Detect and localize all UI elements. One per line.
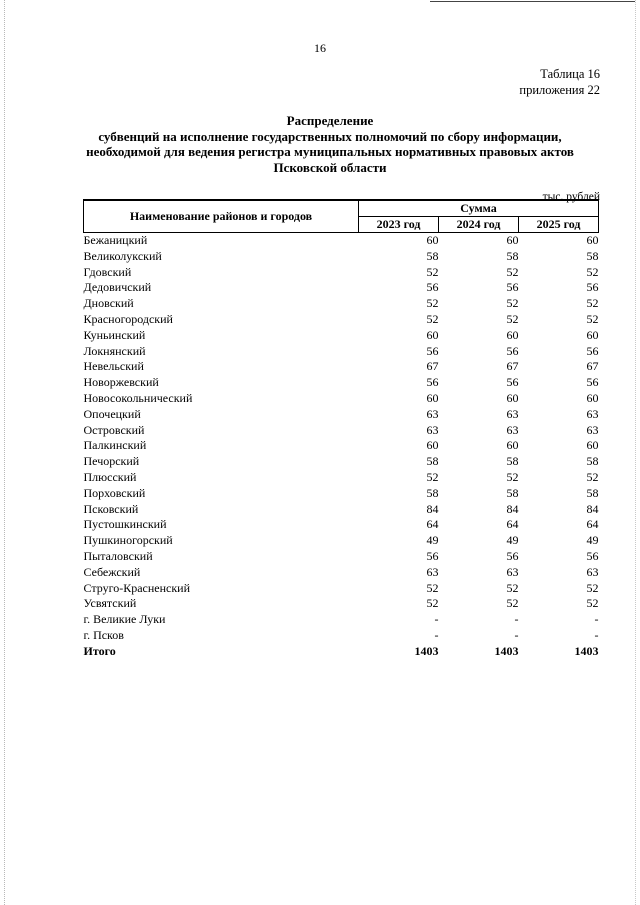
table-row bbox=[84, 596, 599, 612]
district-name: Локнянский bbox=[83, 343, 146, 358]
value-2025: 63 bbox=[586, 406, 599, 421]
district-name: г. Псков bbox=[83, 627, 124, 642]
table-row bbox=[84, 423, 599, 439]
header-year-2023: 2023 год bbox=[359, 217, 439, 233]
value-2023: 58 bbox=[426, 248, 439, 263]
value-2025: 67 bbox=[586, 359, 599, 374]
value-2023: 64 bbox=[426, 517, 439, 532]
value-2023: 52 bbox=[426, 296, 439, 311]
value-2025: 64 bbox=[586, 517, 599, 532]
value-2025: 56 bbox=[586, 375, 599, 390]
header-sum-column: Сумма bbox=[359, 200, 599, 217]
district-name: Великолукский bbox=[83, 248, 162, 263]
value-2025: 58 bbox=[586, 454, 599, 469]
value-2024: 49 bbox=[506, 533, 519, 548]
value-2025: 52 bbox=[586, 596, 599, 611]
table-row bbox=[84, 612, 599, 628]
table-row bbox=[84, 407, 599, 423]
value-2023: 52 bbox=[426, 311, 439, 326]
district-name: Печорский bbox=[83, 454, 140, 469]
value-2025: 52 bbox=[586, 296, 599, 311]
value-2024: 52 bbox=[506, 469, 519, 484]
value-2024: 63 bbox=[506, 564, 519, 579]
value-2025: 60 bbox=[586, 233, 599, 247]
units-label: тыс. рублей bbox=[542, 191, 600, 203]
table-row bbox=[84, 249, 599, 265]
value-2024: 63 bbox=[506, 406, 519, 421]
district-name: Порховский bbox=[83, 485, 146, 500]
district-name: Новосокольнический bbox=[83, 390, 193, 405]
table-row bbox=[84, 391, 599, 407]
title-line-4: Псковской области bbox=[273, 159, 387, 175]
value-2024: 56 bbox=[506, 343, 519, 358]
table-reference bbox=[519, 66, 600, 98]
table-row bbox=[84, 533, 599, 549]
value-2023: - bbox=[434, 627, 439, 642]
table-row bbox=[84, 344, 599, 360]
table-reference-line-2: приложения 22 bbox=[519, 83, 600, 97]
value-2023: 84 bbox=[426, 501, 439, 516]
value-2025: 56 bbox=[586, 343, 599, 358]
value-2023: 52 bbox=[426, 469, 439, 484]
table-row bbox=[84, 628, 599, 644]
value-2024: 67 bbox=[506, 359, 519, 374]
table-row bbox=[84, 375, 599, 391]
value-2025: 60 bbox=[586, 390, 599, 405]
table-row bbox=[84, 233, 599, 249]
district-name: Дедовичский bbox=[83, 280, 152, 295]
value-2025: 52 bbox=[586, 311, 599, 326]
value-2024: 84 bbox=[506, 501, 519, 516]
table-row bbox=[84, 454, 599, 470]
value-2025: 63 bbox=[586, 564, 599, 579]
value-2024: 60 bbox=[506, 233, 519, 247]
table-row bbox=[84, 502, 599, 518]
total-row bbox=[84, 644, 599, 660]
table-row bbox=[84, 312, 599, 328]
value-2023: 67 bbox=[426, 359, 439, 374]
value-2024: 60 bbox=[506, 390, 519, 405]
value-2024: 56 bbox=[506, 280, 519, 295]
table-row bbox=[84, 265, 599, 281]
title-line-3: необходимой для ведения регистра муниципальных нормативных правовых актов bbox=[86, 144, 574, 159]
table-row bbox=[84, 581, 599, 597]
value-2023: 58 bbox=[426, 454, 439, 469]
value-2025: 84 bbox=[586, 501, 599, 516]
scan-edge-top bbox=[430, 1, 635, 2]
district-name: Опочецкий bbox=[83, 406, 141, 421]
district-name: г. Великие Луки bbox=[83, 612, 166, 627]
value-2025: 58 bbox=[586, 485, 599, 500]
table-row bbox=[84, 296, 599, 312]
value-2023: 58 bbox=[426, 485, 439, 500]
value-2025: 52 bbox=[586, 264, 599, 279]
value-2023: 56 bbox=[426, 280, 439, 295]
value-2025: 56 bbox=[586, 280, 599, 295]
value-2025: 52 bbox=[586, 469, 599, 484]
header-year-2025: 2025 год bbox=[519, 217, 599, 233]
value-2024: 60 bbox=[506, 438, 519, 453]
district-name: Невельский bbox=[83, 359, 144, 374]
scan-edge-left bbox=[4, 0, 6, 905]
value-2023: 63 bbox=[426, 422, 439, 437]
value-2024: 52 bbox=[506, 596, 519, 611]
value-2023: 60 bbox=[426, 390, 439, 405]
district-name: Новоржевский bbox=[83, 375, 159, 390]
value-2023: 52 bbox=[426, 596, 439, 611]
value-2025: 60 bbox=[586, 327, 599, 342]
table-body bbox=[84, 233, 599, 660]
value-2024: 52 bbox=[506, 296, 519, 311]
value-2024: 52 bbox=[506, 311, 519, 326]
table-row bbox=[84, 517, 599, 533]
value-2024: 56 bbox=[506, 375, 519, 390]
table-row bbox=[84, 280, 599, 296]
table-row bbox=[84, 359, 599, 375]
district-name: Бежаницкий bbox=[83, 233, 148, 247]
header-year-2024: 2024 год bbox=[439, 217, 519, 233]
value-2024: 60 bbox=[506, 327, 519, 342]
title-line-2: субвенций на исполнение государственных полномочий по сбору информации, bbox=[98, 128, 562, 144]
district-name: Дновский bbox=[83, 296, 134, 311]
value-2025: 52 bbox=[586, 580, 599, 595]
value-2024: 58 bbox=[506, 248, 519, 263]
total-label: Итого bbox=[83, 643, 116, 658]
value-2025: 63 bbox=[586, 422, 599, 437]
document-title bbox=[60, 113, 600, 175]
table-reference-line-1: Таблица 16 bbox=[540, 67, 600, 81]
district-name: Красногородский bbox=[83, 311, 173, 326]
table-row bbox=[84, 565, 599, 581]
total-value-2023: 1403 bbox=[414, 643, 439, 658]
value-2024: - bbox=[514, 627, 519, 642]
value-2024: 63 bbox=[506, 422, 519, 437]
value-2023: 52 bbox=[426, 264, 439, 279]
value-2023: 56 bbox=[426, 375, 439, 390]
district-name: Палкинский bbox=[83, 438, 147, 453]
scan-edge-right bbox=[635, 0, 637, 905]
total-value-2025: 1403 bbox=[574, 643, 599, 658]
value-2023: 52 bbox=[426, 580, 439, 595]
value-2025: 60 bbox=[586, 438, 599, 453]
value-2023: 60 bbox=[426, 327, 439, 342]
district-name: Псковский bbox=[83, 501, 139, 516]
table-row bbox=[84, 549, 599, 565]
title-line-1: Распределение bbox=[286, 113, 374, 128]
value-2025: 49 bbox=[586, 533, 599, 548]
value-2023: 60 bbox=[426, 438, 439, 453]
table-row bbox=[84, 470, 599, 486]
table-row bbox=[84, 486, 599, 502]
value-2025: 58 bbox=[586, 248, 599, 263]
value-2024: 58 bbox=[506, 485, 519, 500]
value-2024: 56 bbox=[506, 548, 519, 563]
page-number: 16 bbox=[314, 41, 326, 55]
district-name: Гдовский bbox=[83, 264, 132, 279]
value-2023: 56 bbox=[426, 343, 439, 358]
district-name: Островский bbox=[83, 422, 145, 437]
value-2025: - bbox=[594, 612, 599, 627]
district-name: Струго-Красненский bbox=[83, 580, 191, 595]
district-name: Себежский bbox=[83, 564, 141, 579]
district-name: Пыталовский bbox=[83, 548, 153, 563]
district-name: Усвятский bbox=[83, 596, 137, 611]
value-2024: - bbox=[514, 612, 519, 627]
district-name: Куньинский bbox=[83, 327, 146, 342]
header-name-column: Наименование районов и городов bbox=[84, 200, 359, 233]
subsidy-table bbox=[83, 199, 599, 660]
value-2023: 63 bbox=[426, 406, 439, 421]
district-name: Плюсский bbox=[83, 469, 137, 484]
district-name: Пушкиногорский bbox=[83, 533, 173, 548]
value-2024: 64 bbox=[506, 517, 519, 532]
value-2023: - bbox=[434, 612, 439, 627]
table-row bbox=[84, 438, 599, 454]
value-2023: 63 bbox=[426, 564, 439, 579]
district-name: Пустошкинский bbox=[83, 517, 167, 532]
value-2024: 58 bbox=[506, 454, 519, 469]
value-2025: 56 bbox=[586, 548, 599, 563]
total-value-2024: 1403 bbox=[494, 643, 519, 658]
value-2023: 60 bbox=[426, 233, 439, 247]
value-2025: - bbox=[594, 627, 599, 642]
table-row bbox=[84, 328, 599, 344]
value-2024: 52 bbox=[506, 580, 519, 595]
value-2023: 56 bbox=[426, 548, 439, 563]
value-2024: 52 bbox=[506, 264, 519, 279]
value-2023: 49 bbox=[426, 533, 439, 548]
